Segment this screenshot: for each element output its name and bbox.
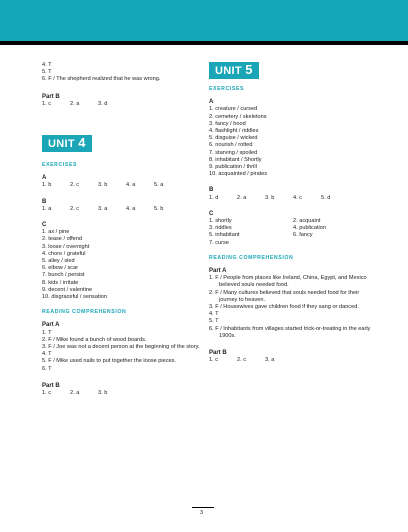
list-item: 10. acquainted / pirates [209, 171, 268, 178]
part-a-list [209, 275, 379, 340]
exercise-a-list [209, 106, 379, 178]
list-item: 3. loose / overnight [42, 243, 90, 250]
answer: 4. a [126, 205, 136, 212]
exercise-letter: C [42, 222, 47, 229]
answer-line: 5. T [42, 69, 52, 76]
unit-5-heading-wrap [209, 62, 379, 79]
header-teal-band [0, 0, 408, 41]
grid-item: 2. acquaint [293, 218, 321, 225]
answer-row [42, 101, 212, 108]
list-item: 8. kids / irritate [42, 279, 79, 286]
list-item: 4. flashlight / riddles [209, 128, 259, 135]
answer: 2. a [70, 100, 80, 107]
answer: 1. c [209, 357, 219, 364]
list-item: 1. ax / pine [42, 229, 70, 236]
list-item: 7. starving / spoiled [209, 149, 258, 156]
answer-row [209, 357, 379, 364]
list-item: 1. F / People from places like Ireland, China, Egypt, and Mexico believed souls needed food. [209, 275, 367, 289]
section-heading: READING COMPREHENSION [209, 254, 294, 261]
list-item: 4. T [209, 311, 219, 318]
section-heading: EXERCISES [209, 86, 245, 92]
answer: 1. a [42, 205, 52, 212]
page-number: 3 [200, 510, 204, 516]
part-heading: Part A [209, 268, 227, 275]
list-item: 1. T [42, 329, 52, 336]
list-item: 3. F / Joe was not a decent person at the beginning of the story. [42, 344, 200, 351]
list-item: 1. creature / cursed [209, 106, 258, 113]
answer: 3. d [98, 100, 108, 107]
answer: 2. c [237, 357, 247, 364]
list-item: 5. disguise / wicked [209, 135, 258, 142]
answer: 5. a [154, 182, 164, 189]
list-item: 2. F / Many cultures believed that souls needed food for their journey to heaven. [209, 289, 360, 303]
section-heading: EXERCISES [42, 162, 78, 169]
answer: 5. d [321, 194, 331, 201]
exercise-letter: B [209, 187, 214, 194]
answer: 2. a [70, 390, 80, 397]
part-heading: Part B [42, 93, 60, 100]
list-item: 8. inhabitant / Shortly [209, 156, 262, 163]
list-item: 6. nourish / rotted [209, 142, 253, 149]
answer: 4. c [293, 194, 303, 201]
answer: 3. b [265, 194, 275, 201]
unit-heading [42, 135, 92, 152]
list-item: 4. chore / grateful [42, 250, 86, 257]
unit-number: 5 [245, 62, 253, 77]
list-item: 4. T [42, 351, 52, 358]
answer: 3. a [265, 357, 275, 364]
grid-item: 6. fancy [293, 232, 313, 239]
exercise-c-list [42, 229, 212, 301]
list-item: 9. decent / valentine [42, 286, 93, 293]
unit-number: 4 [78, 135, 86, 151]
unit-4-heading-wrap [42, 135, 212, 152]
answer: 1. d [209, 194, 219, 201]
grid-item: 3. riddles [209, 225, 232, 232]
part-heading: Part B [42, 382, 60, 389]
exercise-c-grid [209, 218, 379, 247]
part-a-list [42, 330, 212, 373]
header-bar [0, 0, 408, 45]
answer: 1. c [42, 100, 52, 107]
answer-row [42, 206, 212, 213]
list-item: 5. alley / sled [42, 258, 75, 265]
footer-rule [192, 507, 214, 508]
unit-word: UNIT [48, 138, 75, 151]
list-item: 6. F / Inhabitants from villages started trick-or-treating in the early 1900s. [209, 325, 371, 339]
list-item: 3. fancy / hood [209, 120, 246, 127]
exercise-letter: C [209, 210, 214, 217]
list-item: 2. tease / offend [42, 236, 83, 243]
list-item: 6. elbow / scar [42, 265, 79, 272]
grid-item: 7. curse [209, 239, 229, 246]
grid-item: 5. inhabitant [209, 232, 240, 239]
answer: 1. b [42, 182, 52, 189]
answer: 1. c [42, 390, 52, 397]
exercise-letter: A [42, 175, 47, 182]
answer: 2. c [70, 205, 80, 212]
answer: 2. c [70, 182, 80, 189]
list-item: 2. F / Mike found a bunch of wood boards. [42, 336, 147, 343]
grid-item: 1. shortly [209, 218, 232, 225]
answer: 3. b [98, 390, 108, 397]
list-item: 5. F / Mike used nails to put together the loose pieces. [42, 358, 177, 365]
left-column [42, 62, 212, 397]
answer: 5. b [154, 205, 164, 212]
list-item: 9. publication / thrill [209, 164, 257, 171]
part-heading: Part A [42, 322, 60, 329]
answer: 3. b [98, 182, 108, 189]
list-item: 6. T [42, 365, 52, 372]
right-column [209, 62, 379, 365]
unit-heading [209, 62, 259, 79]
section-heading: READING COMPREHENSION [42, 309, 127, 316]
answer-line: 4. T [42, 62, 52, 68]
list-item: 3. F / Housewives gave children food if they sang or danced. [209, 304, 359, 311]
list-item: 7. bunch / persist [42, 272, 85, 279]
answer: 4. a [126, 182, 136, 189]
answer-line: 6. F / The shepherd realized that he was wrong. [42, 76, 161, 83]
answer: 2. a [237, 194, 247, 201]
exercise-letter: B [42, 198, 47, 205]
list-item: 2. cemetery / skeletons [209, 113, 267, 120]
answer-row [42, 390, 212, 397]
grid-item: 4. publication [293, 225, 326, 232]
list-item: 10. disgraceful / sensation [42, 294, 107, 301]
answer-row [42, 182, 212, 189]
unit-word: UNIT [215, 65, 242, 77]
answer: 3. a [98, 205, 108, 212]
list-item: 5. T [209, 318, 219, 325]
exercise-letter: A [209, 99, 214, 106]
answer-row [209, 195, 379, 202]
part-heading: Part B [209, 350, 227, 357]
